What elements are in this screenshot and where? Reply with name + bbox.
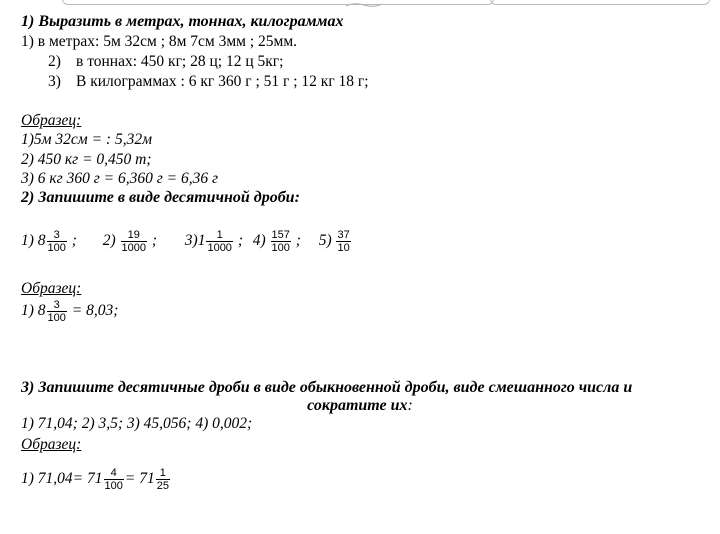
fraction: $\frac{3}{100}$ bbox=[47, 229, 66, 254]
task3-heading-line1: 3) Запишите десятичные дроби в виде обыкновенной дроби, виде смешанного числа и bbox=[21, 379, 633, 396]
sample3-line: 1) 71,04= 71 $\frac{4}{100}$ = 71 $\frac{1}{25}$ bbox=[21, 467, 169, 492]
task2-item-5: 5) $\frac{37}{10}$ bbox=[318, 229, 350, 254]
task2-item-3: 3)1 $\frac{1}{1000}$ ; bbox=[184, 229, 243, 254]
fraction: $\frac{3}{100}$ bbox=[47, 299, 66, 324]
fraction: $\frac{157}{100}$ bbox=[271, 229, 290, 254]
fraction: $\frac{4}{100}$ bbox=[104, 467, 123, 492]
task1-line1: 1) в метрах: 5м 32см ; 8м 7см 3мм ; 25мм. bbox=[21, 33, 298, 50]
top-frame-right bbox=[490, 0, 710, 5]
task2-items bbox=[21, 229, 352, 254]
fraction: $\frac{1}{25}$ bbox=[156, 467, 169, 492]
task1-line2-num: 2) bbox=[48, 53, 61, 70]
fraction: $\frac{19}{1000}$ bbox=[121, 229, 146, 254]
task1-line3: В килограммах : 6 кг 360 г ; 51 г ; 12 кг 18 г; bbox=[76, 73, 369, 90]
fraction: $\frac{37}{10}$ bbox=[337, 229, 350, 254]
sample1-label: Образец: bbox=[21, 112, 82, 129]
task2-item-1: 1) 8 $\frac{3}{100}$ ; bbox=[21, 229, 77, 254]
task2-item-4: 4) $\frac{157}{100}$ ; bbox=[252, 229, 301, 254]
ornament-icon bbox=[344, 2, 384, 8]
task2-heading: 2) Запишите в виде десятичной дроби: bbox=[21, 189, 300, 206]
sample3-label: Образец: bbox=[21, 436, 82, 453]
sample1-line1: 1)5м 32см = : 5,32м bbox=[21, 131, 152, 148]
sample1-line2: 2) 450 кг = 0,450 т; bbox=[21, 151, 152, 168]
task3-heading-line2: сократите их: bbox=[307, 397, 413, 414]
task1-heading: 1) Выразить в метрах, тоннах, килограммах bbox=[21, 13, 344, 30]
task2-item-2: 2) $\frac{19}{1000}$ ; bbox=[102, 229, 158, 254]
top-frame-left bbox=[62, 0, 494, 5]
task1-line3-num: 3) bbox=[48, 73, 61, 90]
sample2-label: Образец: bbox=[21, 280, 82, 297]
sample1-line3: 3) 6 кг 360 г = 6,360 г = 6,36 г bbox=[21, 170, 219, 187]
task1-line2: в тоннах: 450 кг; 28 ц; 12 ц 5кг; bbox=[76, 53, 284, 70]
task3-items: 1) 71,04; 2) 3,5; 3) 45,056; 4) 0,002; bbox=[21, 415, 253, 432]
sample2-line: 1) 8 $\frac{3}{100}$ = 8,03; bbox=[21, 299, 119, 324]
fraction: $\frac{1}{1000}$ bbox=[207, 229, 232, 254]
